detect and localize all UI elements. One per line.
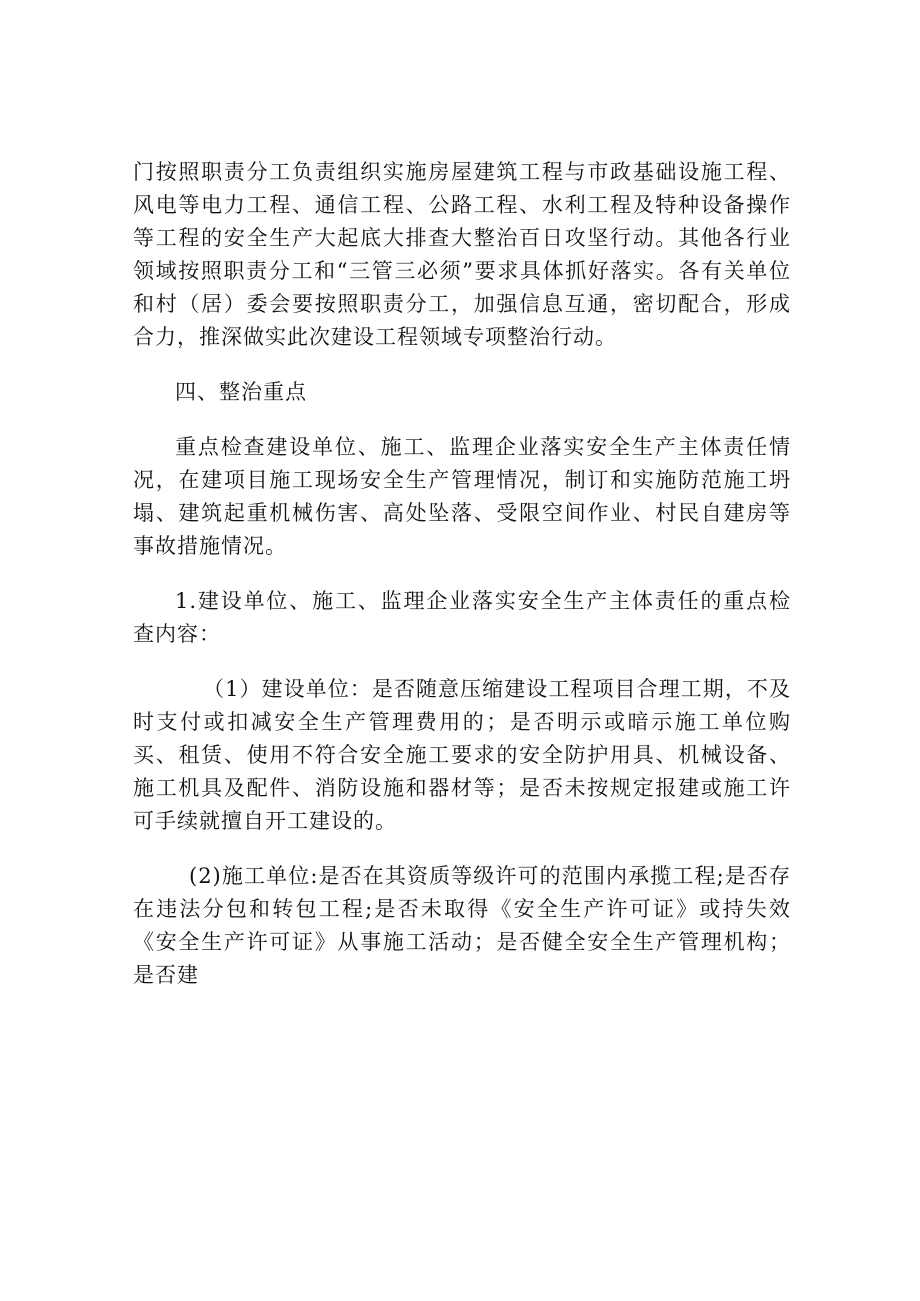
document-body bbox=[133, 156, 791, 1014]
paragraph-item-1: 1.建设单位、施工、监理企业落实安全生产主体责任的重点检查内容： bbox=[133, 589, 791, 646]
section-heading-rectification-focus: 四、整治重点 bbox=[175, 380, 307, 404]
paragraph-inspection-focus: 重点检查建设单位、施工、监理企业落实安全生产主体责任情况，在建项目施工现场安全生产管理情况，制订和实施防范施工坍塌、建筑起重机械伤害、高处坠落、受限空间作业、村民自建房等事故措施情况。 bbox=[133, 435, 791, 558]
paragraph-subitem-1: （1）建设单位：是否随意压缩建设工程项目合理工期，不及时支付或扣减安全生产管理费用的；是否明示或暗示施工单位购买、租赁、使用不符合安全施工要求的安全防护用具、机械设备、施工机具及配件、消防设施和器材等；是否未按规定报建或施工许可手续就擅自开工建设的。 bbox=[133, 677, 791, 833]
paragraph-continued: 门按照职责分工负责组织实施房屋建筑工程与市政基础设施工程、风电等电力工程、通信工程、公路工程、水利工程及特种设备操作等工程的安全生产大起底大排查大整治百日攻坚行动。其他各行业领域按照职责分工和“三管三必须”要求具体抓好落实。各有关单位和村（居）委会要按照职责分工，加强信息互通，密切配合，形成合力，推深做实此次建设工程领域专项整治行动。 bbox=[133, 160, 791, 349]
paragraph-subitem-2: (2)施工单位:是否在其资质等级许可的范围内承揽工程;是否存在违法分包和转包工程;是否未取得《安全生产许可证》或持失效《安全生产许可证》从事施工活动；是否健全安全生产管理机构；是否建 bbox=[133, 864, 791, 987]
